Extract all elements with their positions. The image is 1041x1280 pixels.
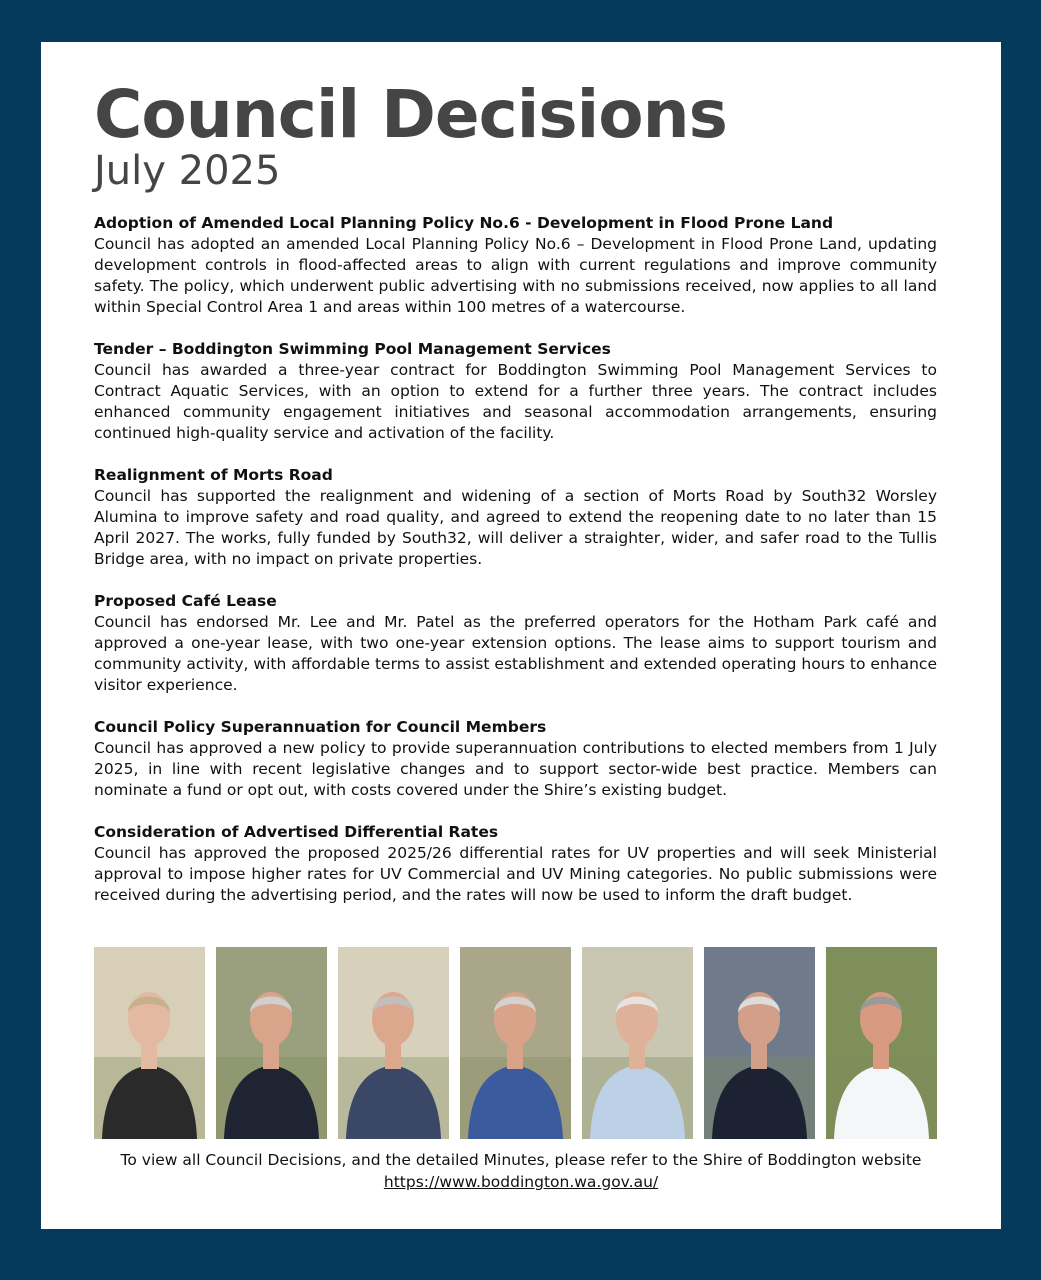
- decision-body: Council has adopted an amended Local Planning Policy No.6 – Development in Flood Prone Land, updating development controls in flood-affected areas to align with current regulations and improve community safety. The policy, which underwent public advertising with no submissions received, now applies to all land within Special Control Area 1 and areas within 100 metres of a watercourse.: [94, 235, 937, 316]
- decision-item: [94, 339, 937, 444]
- decision-item: [94, 717, 937, 801]
- decision-item: [94, 822, 937, 906]
- decision-heading: Council Policy Superannuation for Council Members: [94, 718, 547, 736]
- councillor-photos: [94, 947, 937, 1139]
- decision-item: [94, 591, 937, 696]
- councillor-photo: [94, 947, 205, 1139]
- councillor-photo: [704, 947, 815, 1139]
- decision-item: [94, 213, 937, 318]
- decision-heading: Adoption of Amended Local Planning Policy No.6 - Development in Flood Prone Land: [94, 214, 834, 232]
- councillor-photo: [826, 947, 937, 1139]
- footer-text: To view all Council Decisions, and the detailed Minutes, please refer to the Shire of Boddington website: [120, 1151, 922, 1169]
- councillor-photo: [338, 947, 449, 1139]
- page-subtitle: July 2025: [94, 148, 281, 194]
- decision-heading: Realignment of Morts Road: [94, 466, 333, 484]
- document-card: [41, 42, 1001, 1229]
- decision-heading: Consideration of Advertised Differential Rates: [94, 823, 499, 841]
- decision-heading: Proposed Café Lease: [94, 592, 277, 610]
- decision-body: Council has approved a new policy to provide superannuation contributions to elected members from 1 July 2025, in line with recent legislative changes and to support sector-wide best practice. Members can nominate a fund or opt out, with costs covered under the Shire’s existing budget.: [94, 739, 937, 799]
- decision-body: Council has approved the proposed 2025/26 differential rates for UV properties and will seek Ministerial approval to impose higher rates for UV Commercial and UV Mining categories. No public submissions were received during the advertising period, and the rates will now be used to inform the draft budget.: [94, 844, 937, 904]
- website-link[interactable]: https://www.boddington.wa.gov.au/: [383, 1173, 659, 1191]
- decision-body: Council has endorsed Mr. Lee and Mr. Patel as the preferred operators for the Hotham Park café and approved a one-year lease, with two one-year extension options. The lease aims to support tourism and community activity, with affordable terms to assist establishment and extended operating hours to enhance visitor experience.: [94, 613, 937, 694]
- councillor-photo: [216, 947, 327, 1139]
- decision-item: [94, 465, 937, 570]
- page-title: Council Decisions: [94, 76, 727, 153]
- decisions-list: [94, 213, 937, 906]
- footer: [41, 1149, 1001, 1193]
- councillor-photo: [582, 947, 693, 1139]
- decision-body: Council has supported the realignment and widening of a section of Morts Road by South32 Worsley Alumina to improve safety and road quality, and agreed to extend the reopening date to no later than 15 April 2027. The works, fully funded by South32, will deliver a straighter, wider, and safer road to the Tullis Bridge area, with no impact on private properties.: [94, 487, 937, 568]
- decision-body: Council has awarded a three-year contract for Boddington Swimming Pool Management Services to Contract Aquatic Services, with an option to extend for a further three years. The contract includes enhanced community engagement initiatives and seasonal accommodation arrangements, ensuring continued high-quality service and activation of the facility.: [94, 361, 937, 442]
- decision-heading: Tender – Boddington Swimming Pool Management Services: [94, 340, 611, 358]
- councillor-photo: [460, 947, 571, 1139]
- main-content: [94, 78, 937, 927]
